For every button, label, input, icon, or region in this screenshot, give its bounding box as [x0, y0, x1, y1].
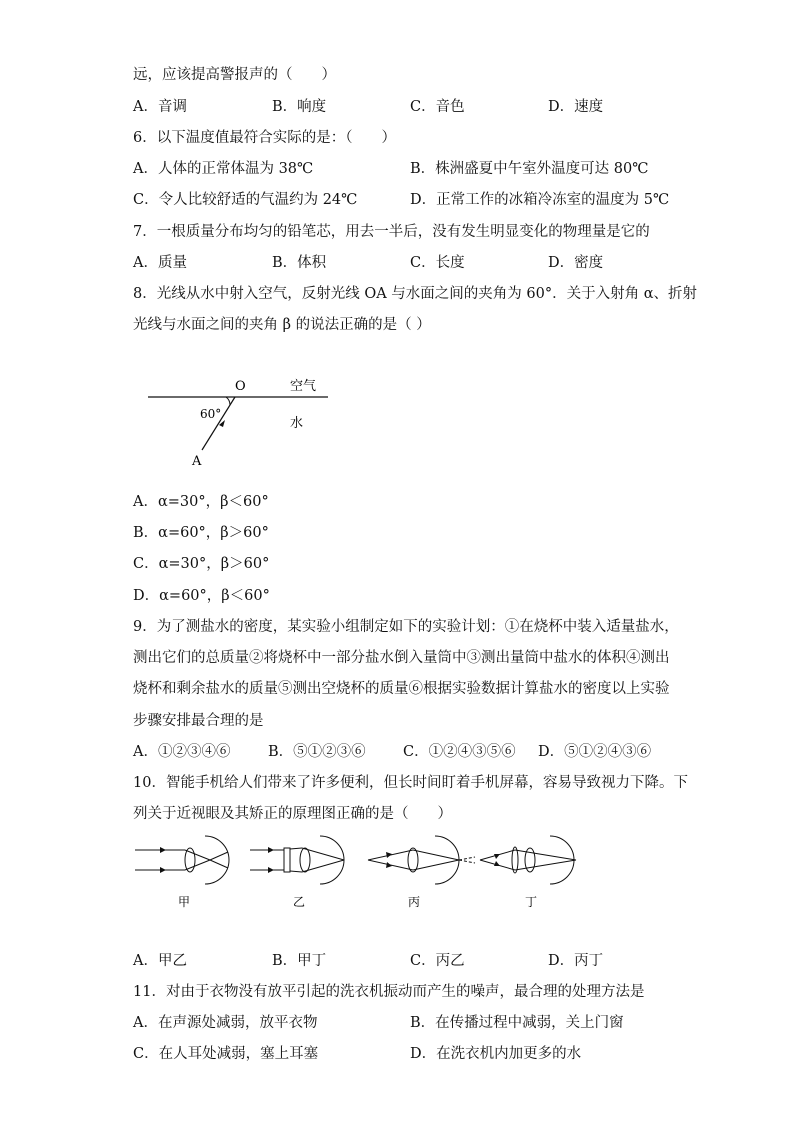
q6-option-a[interactable]: A．人体的正常体温为 38℃ [133, 161, 314, 177]
q9-line-1: 9．为了测盐水的密度，某实验小组制定如下的实验计划：①在烧杯中装入适量盐水， [133, 619, 679, 635]
q8-option-b[interactable]: B．α=60°，β＞60° [133, 525, 269, 541]
q6-option-d[interactable]: D．正常工作的冰箱冷冻室的温度为 5℃ [410, 192, 670, 208]
q9-line-2: 测出它们的总质量②将烧杯中一部分盐水倒入量筒中③测出量筒中盐水的体积④测出 [133, 650, 670, 666]
label-o: O [235, 379, 246, 394]
q11-option-b[interactable]: B．在传播过程中减弱，关上门窗 [410, 1015, 624, 1031]
q9-option-a[interactable]: A．①②③④⑥ [133, 744, 231, 760]
label-angle: 60° [200, 407, 222, 421]
q7-stem: 7．一根质量分布均匀的铅笔芯，用去一半后，没有发生明显变化的物理量是它的 [133, 224, 650, 240]
q5-option-b[interactable]: B．响度 [272, 99, 327, 115]
q8-stem-line2: 光线与水面之间的夹角 β 的说法正确的是（ ） [133, 317, 431, 333]
q6-option-b[interactable]: B．株洲盛夏中午室外温度可达 80℃ [410, 161, 649, 177]
q9-option-b[interactable]: B．⑤①②③⑥ [268, 744, 366, 760]
q5-stem-tail: 远，应该提高警报声的（ ） [133, 67, 336, 83]
eye-diagrams [130, 828, 590, 913]
eye-diagram-bing [368, 836, 475, 884]
q7-option-a[interactable]: A．质量 [133, 255, 187, 271]
q6-option-c[interactable]: C．令人比较舒适的气温约为 24℃ [133, 192, 358, 208]
q10-option-d[interactable]: D．丙丁 [548, 953, 604, 969]
q5-option-a[interactable]: A．音调 [133, 99, 187, 115]
angle-arc [226, 397, 230, 405]
q10-stem-line1: 10．智能手机给人们带来了许多便利，但长时间盯着手机屏幕，容易导致视力下降。下 [133, 775, 688, 791]
q10-stem-line2: 列关于近视眼及其矫正的原理图正确的是（ ） [133, 806, 452, 822]
label-water: 水 [290, 416, 304, 431]
q8-option-c[interactable]: C．α=30°，β＞60° [133, 556, 270, 572]
label-bing: 丙 [408, 895, 421, 909]
q5-option-d[interactable]: D．速度 [548, 99, 604, 115]
q9-option-c[interactable]: C．①②④③⑤⑥ [403, 744, 516, 760]
q9-line-4: 步骤安排最合理的是 [133, 713, 264, 729]
label-yi: 乙 [293, 895, 306, 909]
q11-option-d[interactable]: D．在洗衣机内加更多的水 [410, 1046, 582, 1062]
q11-option-c[interactable]: C．在人耳处减弱，塞上耳塞 [133, 1046, 319, 1062]
label-a: A [192, 454, 202, 469]
q11-option-a[interactable]: A．在声源处减弱，放平衣物 [133, 1015, 318, 1031]
label-jia: 甲 [178, 895, 191, 909]
eye-diagram-jia [135, 836, 336, 884]
q7-option-b[interactable]: B．体积 [272, 255, 327, 271]
q9-line-3: 烧杯和剩余盐水的质量⑤测出空烧杯的质量⑥根据实验数据计算盐水的密度以上实验 [133, 681, 670, 697]
q10-option-b[interactable]: B．甲丁 [272, 953, 327, 969]
q5-option-c[interactable]: C．音色 [410, 99, 465, 115]
q10-option-c[interactable]: C．丙乙 [410, 953, 465, 969]
q8-stem-line1: 8．光线从水中射入空气，反射光线 OA 与水面之间的夹角为 60°．关于入射角 α、折射 [133, 286, 698, 302]
refraction-diagram [140, 370, 340, 470]
label-ding: 丁 [525, 895, 538, 909]
q8-option-a[interactable]: A．α=30°，β＜60° [133, 494, 269, 510]
label-air: 空气 [290, 379, 317, 394]
q7-option-c[interactable]: C．长度 [410, 255, 465, 271]
q7-option-d[interactable]: D．密度 [548, 255, 604, 271]
q10-option-a[interactable]: A．甲乙 [133, 953, 187, 969]
q9-option-d[interactable]: D．⑤①②④③⑥ [538, 744, 652, 760]
q6-stem: 6．以下温度值最符合实际的是：（ ） [133, 130, 396, 146]
q8-option-d[interactable]: D．α=60°，β＜60° [133, 588, 270, 604]
eye-diagram-yi [250, 836, 344, 884]
eye-diagram-ding [480, 836, 576, 884]
q11-stem: 11．对由于衣物没有放平引起的洗衣机振动而产生的噪声，最合理的处理方法是 [133, 984, 645, 1000]
